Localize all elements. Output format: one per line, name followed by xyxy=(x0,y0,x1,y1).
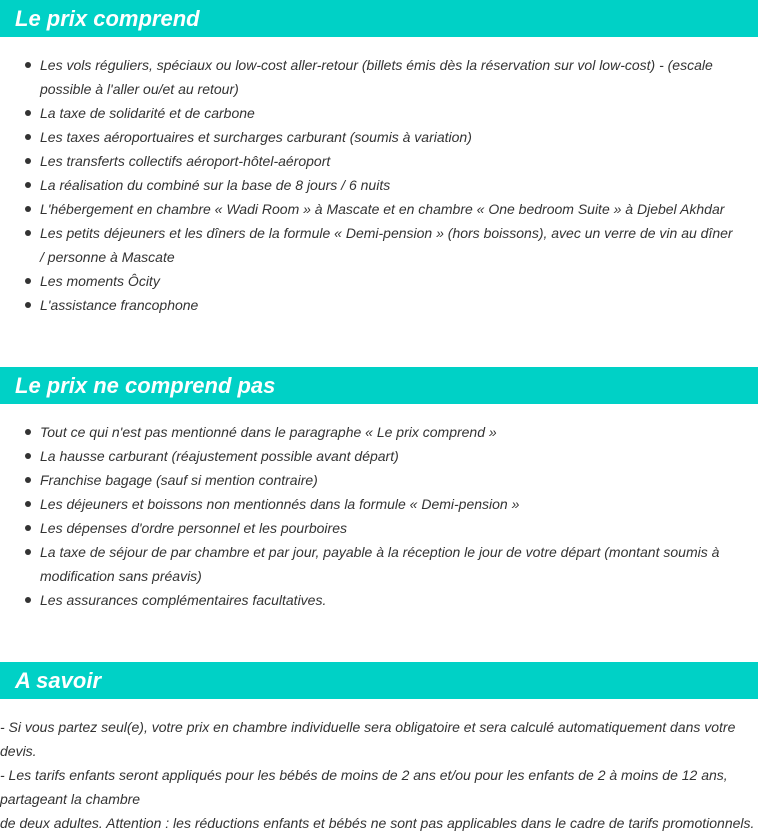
section-header-a-savoir xyxy=(0,662,758,699)
bullet-icon xyxy=(25,549,31,555)
list-item xyxy=(0,221,758,269)
bullet-icon xyxy=(25,477,31,483)
list-item xyxy=(0,101,758,125)
list-item-text: La taxe de solidarité et de carbone xyxy=(40,105,255,121)
excluded-list xyxy=(0,420,758,612)
included-list xyxy=(0,53,758,317)
list-item xyxy=(0,468,758,492)
list-item-text: Les assurances complémentaires facultatives. xyxy=(40,592,327,608)
list-item xyxy=(0,444,758,468)
bullet-icon xyxy=(25,158,31,164)
list-item-text: Les taxes aéroportuaires et surcharges carburant (soumis à variation) xyxy=(40,129,472,145)
list-item xyxy=(0,125,758,149)
info-paragraph: - Si vous partez seul(e), votre prix en chambre individuelle sera obligatoire et sera calculé automatiquement dans votre devis. xyxy=(0,719,736,759)
bullet-icon xyxy=(25,597,31,603)
bullet-icon xyxy=(25,62,31,68)
bullet-icon xyxy=(25,110,31,116)
list-item-text: L'hébergement en chambre « Wadi Room » à Mascate et en chambre « One bedroom Suite » à Djebel Akhdar xyxy=(40,201,725,217)
section-header-prix-ne-comprend-pas xyxy=(0,367,758,404)
info-text-block xyxy=(0,715,756,835)
bullet-icon xyxy=(25,182,31,188)
list-item-text: La taxe de séjour de par chambre et par jour, payable à la réception le jour de votre départ (montant soumis à modification sans préavis) xyxy=(40,544,720,584)
bullet-icon xyxy=(25,525,31,531)
list-item xyxy=(0,269,758,293)
list-item-text: L'assistance francophone xyxy=(40,297,199,313)
list-item xyxy=(0,516,758,540)
section-title: Le prix comprend xyxy=(15,6,200,31)
list-item-text: La hausse carburant (réajustement possible avant départ) xyxy=(40,448,399,464)
bullet-icon xyxy=(25,230,31,236)
list-item-text: Les vols réguliers, spéciaux ou low-cost aller-retour (billets émis dès la réservation sur vol low-cost) - (escale possible à l'aller ou/et au retour) xyxy=(40,57,713,97)
list-item-text: Franchise bagage (sauf si mention contraire) xyxy=(40,472,318,488)
list-item xyxy=(0,53,758,101)
list-item-text: Les dépenses d'ordre personnel et les pourboires xyxy=(40,520,347,536)
list-item-text: La réalisation du combiné sur la base de 8 jours / 6 nuits xyxy=(40,177,391,193)
bullet-icon xyxy=(25,134,31,140)
list-item xyxy=(0,149,758,173)
bullet-icon xyxy=(25,429,31,435)
bullet-icon xyxy=(25,206,31,212)
list-item xyxy=(0,588,758,612)
info-paragraph: de deux adultes. Attention : les réductions enfants et bébés ne sont pas applicables dans le cadre de tarifs promotionnels. xyxy=(0,815,755,831)
list-item xyxy=(0,197,758,221)
list-item xyxy=(0,173,758,197)
bullet-icon xyxy=(25,302,31,308)
list-item-text: Les moments Ôcity xyxy=(40,273,160,289)
list-item-text: Les déjeuners et boissons non mentionnés dans la formule « Demi-pension » xyxy=(40,496,520,512)
list-item-text: Les transferts collectifs aéroport-hôtel-aéroport xyxy=(40,153,331,169)
list-item xyxy=(0,492,758,516)
list-item xyxy=(0,540,758,588)
bullet-icon xyxy=(25,453,31,459)
list-item-text: Les petits déjeuners et les dîners de la formule « Demi-pension » (hors boissons), avec un verre de vin au dîner / personne à Mascate xyxy=(40,225,733,265)
bullet-icon xyxy=(25,278,31,284)
section-header-prix-comprend xyxy=(0,0,758,37)
section-title: Le prix ne comprend pas xyxy=(15,373,276,398)
bullet-icon xyxy=(25,501,31,507)
info-paragraph: - Les tarifs enfants seront appliqués pour les bébés de moins de 2 ans et/ou pour les enfants de 2 à moins de 12 ans, partageant la chambre xyxy=(0,767,728,807)
list-item-text: Tout ce qui n'est pas mentionné dans le paragraphe « Le prix comprend » xyxy=(40,424,497,440)
section-title: A savoir xyxy=(15,668,102,693)
list-item xyxy=(0,293,758,317)
list-item xyxy=(0,420,758,444)
